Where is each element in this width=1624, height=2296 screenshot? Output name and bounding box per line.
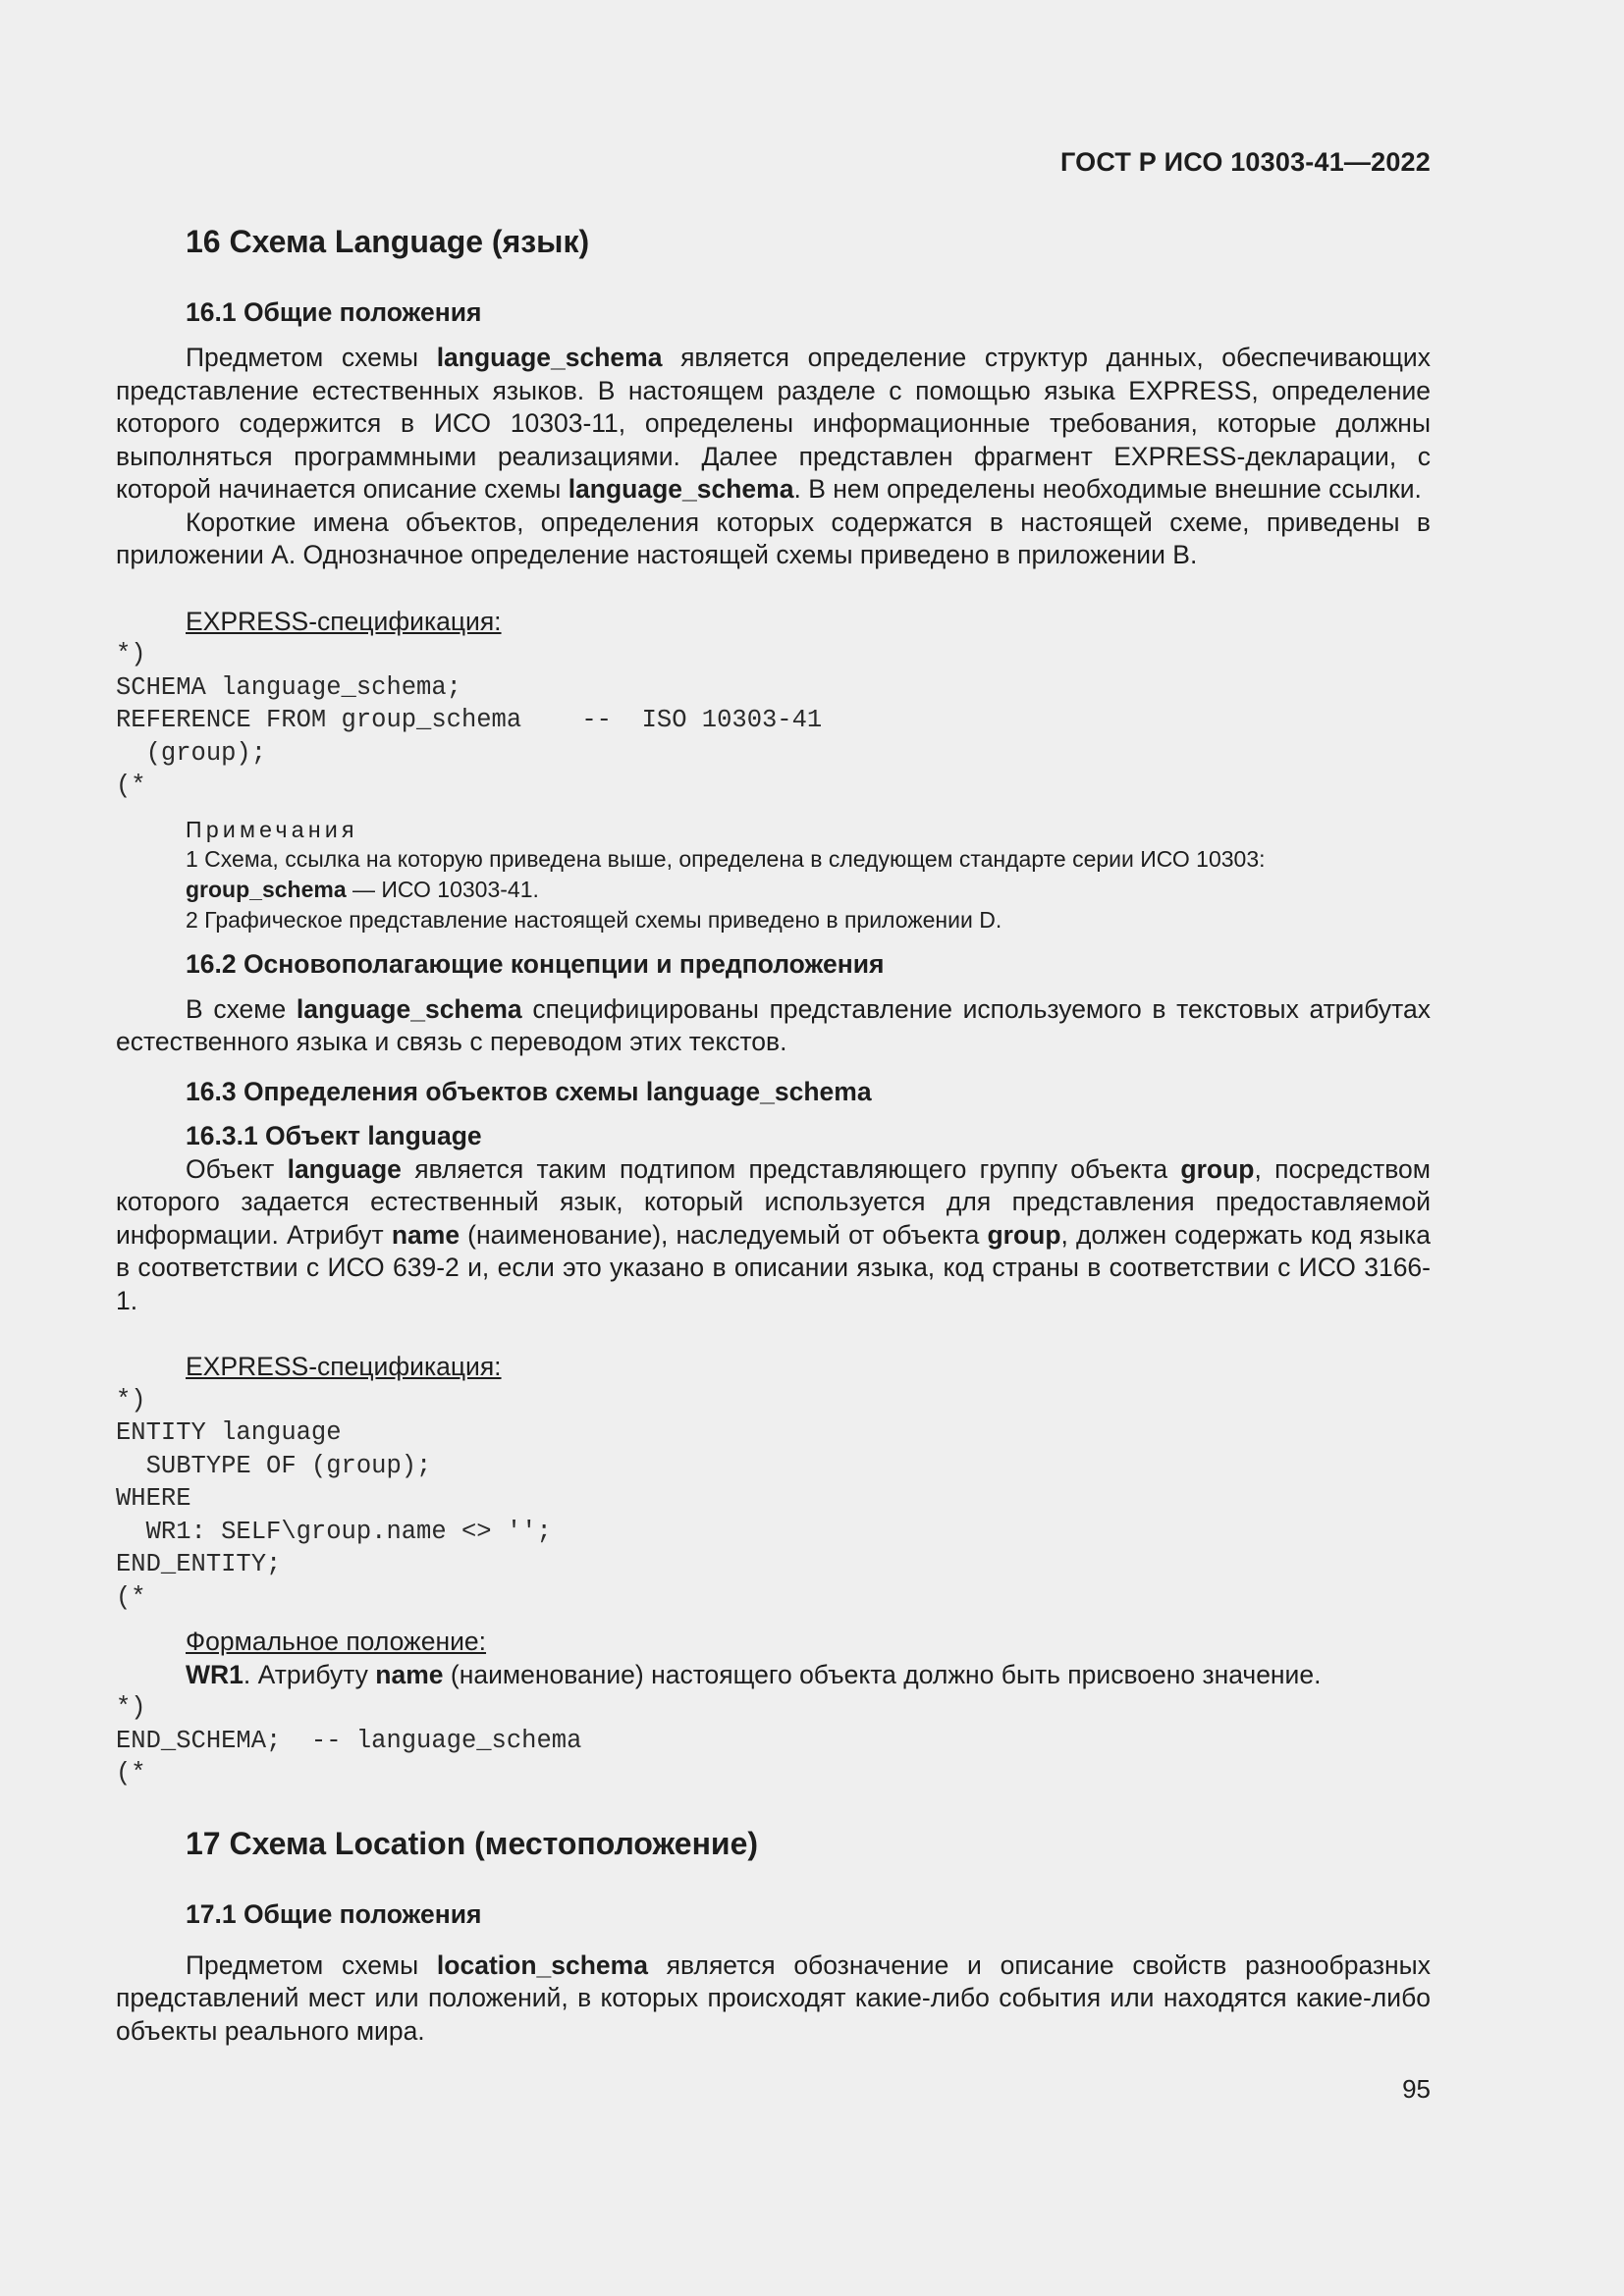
express-code-entity: *) ENTITY language SUBTYPE OF (group); WHERE WR1: SELF\group.name <> ''; END_ENTITY; (*: [116, 1385, 552, 1612]
standard-identifier: ГОСТ Р ИСО 10303-41—2022: [1060, 147, 1431, 177]
paragraph-16-2: В схеме language_schema специфицированы представление используемого в текстовых атрибутах естественного языка и связь с переводом этих текстов.: [116, 993, 1431, 1056]
notes-title: Примечания: [186, 816, 358, 842]
section-17-1-title: 17.1 Общие положения: [186, 1898, 482, 1929]
paragraph-16-3-1: Объект language является таким подтипом представляющего группу объекта group, посредством которого задается естественный язык, который используется для представления предоставляемой информации. Атрибут name (наименование), наследуемый от объекта group, должен содержать код языка в соответствии с ИСО 639-2 и, если это указано в описании языка, код страны в соответствии с ИСО 3166-1.: [116, 1153, 1431, 1315]
section-16-1-title: 16.1 Общие положения: [186, 297, 482, 327]
express-code-end-schema: *) END_SCHEMA; -- language_schema (*: [116, 1693, 582, 1788]
formal-proposition-label: Формальное положение:: [186, 1627, 487, 1656]
note-2: 2 Графическое представление настоящей схемы приведено в приложении D.: [186, 906, 1002, 933]
paragraph-17-1: Предметом схемы location_schema является обозначение и описание свойств разнообразных представлений мест или положений, в которых происходят какие-либо события или находятся какие-либо объекты реального мира.: [116, 1949, 1431, 2046]
section-16-3-1-title: 16.3.1 Объект language: [186, 1120, 482, 1150]
express-code-schema: *) SCHEMA language_schema; REFERENCE FROM group_schema -- ISO 10303-41 (group); (*: [116, 640, 823, 800]
section-16-title: 16 Схема Language (язык): [186, 224, 590, 259]
paragraph-16-1-intro: Предметом схемы language_schema является определение структур данных, обеспечивающих представление естественных языков. В настоящем разделе с помощью языка EXPRESS, определение которого содержится в ИСО 10303-11, определены информационные требования, которые должны выполняться программными реализациями. Далее представлен фрагмент EXPRESS-декларации, с которой начинается описание схемы language_schema. В нем определены необходимые внешние ссылки.: [116, 343, 1431, 504]
page-content: [116, 224, 1431, 2048]
section-17-title: 17 Схема Location (местоположение): [186, 1825, 759, 1861]
note-1: 1 Схема, ссылка на которую приведена выше, определена в следующем стандарте серии ИСО 10303: group_schema — ИСО 10303-41.: [186, 845, 1266, 902]
express-spec-label-2: EXPRESS-спецификация:: [186, 1352, 502, 1381]
section-16-3-title: 16.3 Определения объектов схемы language_schema: [186, 1076, 872, 1106]
paragraph-16-1-short-names: Короткие имена объектов, определения которых содержатся в настоящей схеме, приведены в приложении А. Однозначное определение настоящей схемы приведено в приложении В.: [116, 507, 1431, 569]
formal-proposition: WR1. Атрибуту name (наименование) настоящего объекта должно быть присвоено значение.: [186, 1659, 1322, 1689]
express-spec-label: EXPRESS-спецификация:: [186, 606, 502, 636]
section-16-2-title: 16.2 Основополагающие концепции и предположения: [186, 948, 885, 979]
page-number: 95: [1402, 2074, 1431, 2104]
